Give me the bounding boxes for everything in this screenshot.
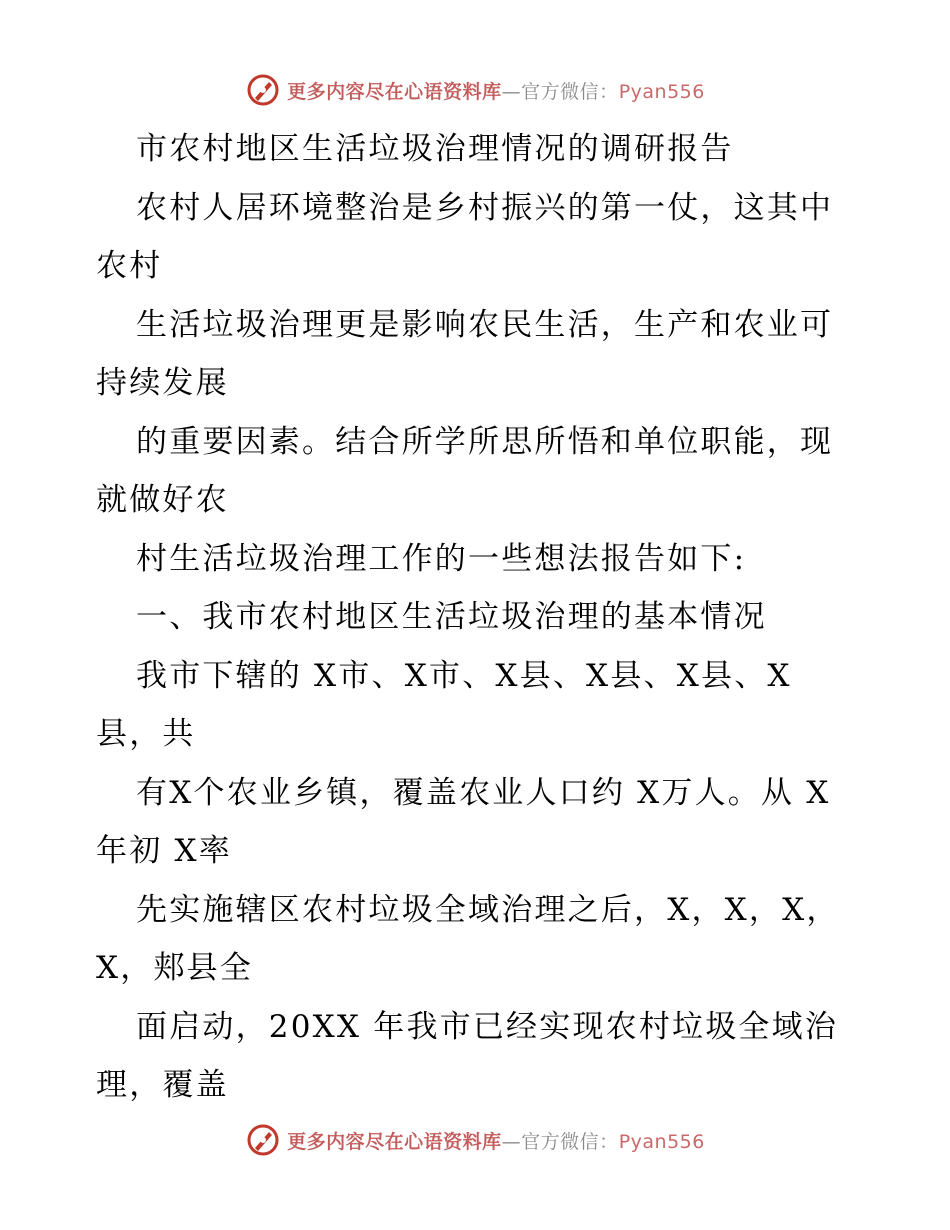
watermark-text: 更多内容尽在心语资料库—官方微信：Pyan556 bbox=[287, 1130, 705, 1153]
text-line: 一、我市农村地区生活垃圾治理的基本情况 bbox=[136, 599, 767, 635]
text-line: 农村人居环境整治是乡村振兴的第一仗，这其中 bbox=[136, 189, 834, 226]
pen-logo-icon bbox=[245, 72, 281, 108]
text-line: 理，覆盖 bbox=[96, 1067, 229, 1103]
text-line: 农村 bbox=[96, 248, 163, 284]
text-line: 年初 X率 bbox=[96, 833, 232, 869]
footer-watermark bbox=[0, 1120, 950, 1160]
text-line: X，郏县全 bbox=[96, 950, 254, 986]
text-line: 持续发展 bbox=[96, 365, 229, 401]
document-body bbox=[96, 120, 886, 1115]
header-watermark bbox=[0, 70, 950, 110]
text-line: 先实施辖区农村垃圾全域治理之后，X，X，X， bbox=[136, 891, 840, 928]
text-line: 村生活垃圾治理工作的一些想法报告如下: bbox=[136, 540, 747, 577]
text-line: 的重要因素。结合所学所思所悟和单位职能，现 bbox=[136, 423, 834, 460]
text-line: 生活垃圾治理更是影响农民生活，生产和农业可 bbox=[136, 306, 834, 343]
text-line: 就做好农 bbox=[96, 482, 229, 518]
text-line: 县，共 bbox=[96, 716, 196, 752]
text-line: 我市下辖的 X市、X市、X县、X县、X县、X bbox=[136, 657, 792, 694]
pen-logo-icon bbox=[245, 1122, 281, 1158]
text-line: 有X个农业乡镇，覆盖农业人口约 X万人。从 X bbox=[136, 774, 831, 811]
text-line: 面启动，20XX 年我市已经实现农村垃圾全域治 bbox=[136, 1008, 839, 1045]
watermark-text: 更多内容尽在心语资料库—官方微信：Pyan556 bbox=[287, 80, 705, 103]
text-line: 市农村地区生活垃圾治理情况的调研报告 bbox=[136, 131, 734, 167]
